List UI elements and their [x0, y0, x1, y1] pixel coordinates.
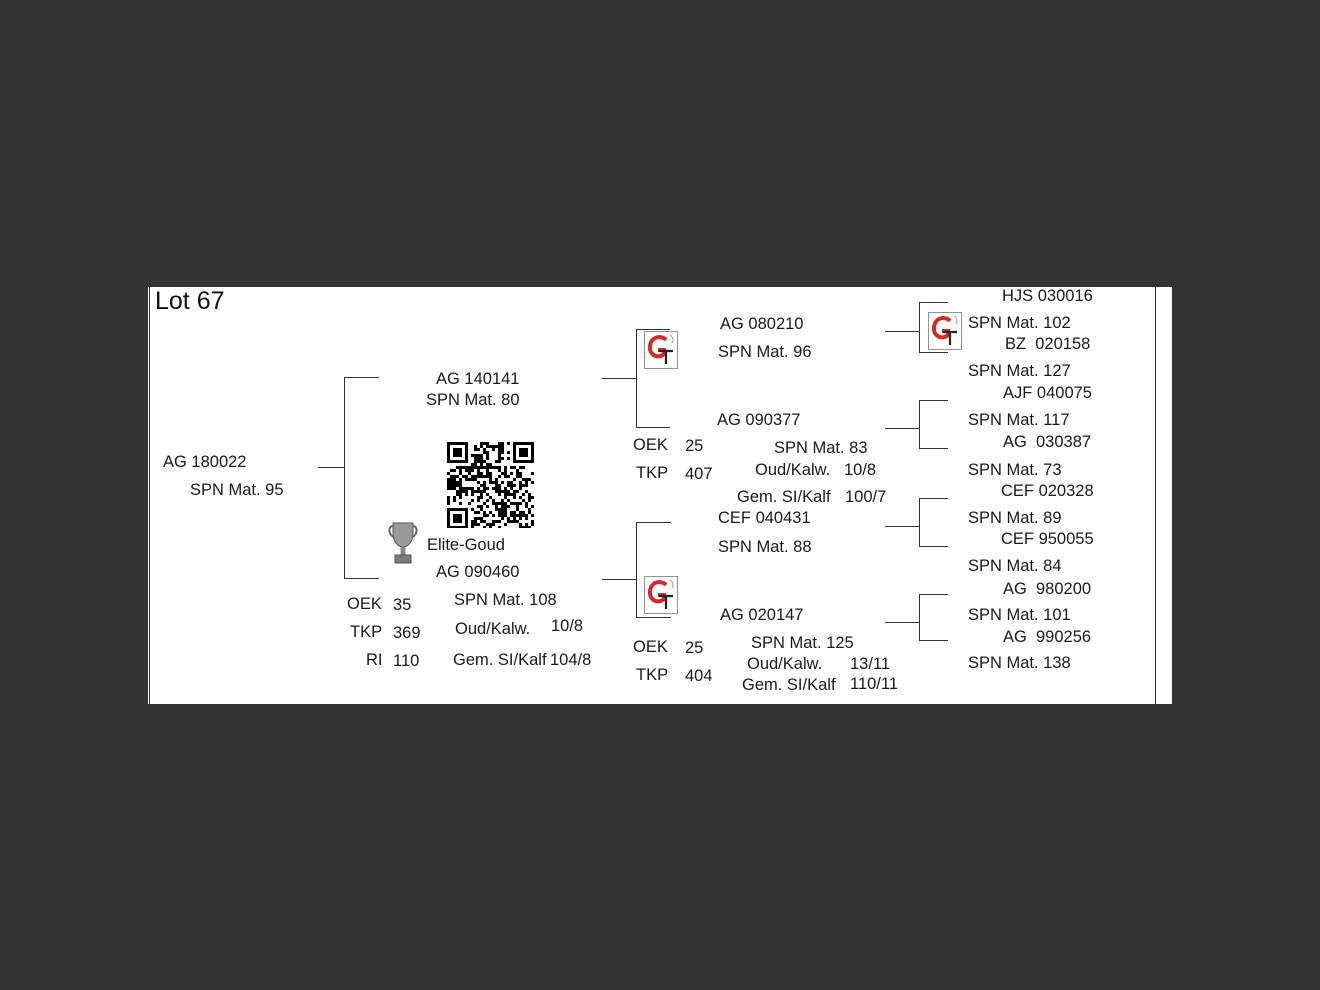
gt-logo-icon [644, 331, 678, 369]
gen3-spn: SPN Mat. 117 [968, 411, 1070, 429]
sire-dam-id: AG 090377 [717, 411, 801, 429]
gen3-id: AG 990256 [1003, 628, 1092, 646]
gen3-id: CEF 950055 [1001, 530, 1094, 548]
sire-sire-spn: SPN Mat. 96 [718, 343, 812, 361]
trophy-icon [388, 520, 418, 566]
gen3-id: AG 980200 [1003, 580, 1092, 598]
subject-spn: SPN Mat. 95 [190, 481, 284, 499]
dam-dam-id: AG 020147 [720, 606, 804, 624]
gt-logo-icon [644, 576, 678, 614]
pedigree-sheet [148, 287, 1172, 704]
sire-sire-id: AG 080210 [720, 315, 804, 333]
sire-dam-tkp-value: 407 [685, 465, 713, 483]
lot-title: Lot 67 [155, 287, 225, 315]
sire-dam-gem-label: Gem. SI/Kalf [737, 488, 831, 506]
dam-ri-label: RI [366, 651, 383, 669]
gen3-spn: SPN Mat. 73 [968, 461, 1062, 479]
dam-oek-value: 35 [393, 596, 412, 614]
dam-award: Elite-Goud [427, 536, 505, 554]
sire-id: AG 140141 [436, 370, 520, 388]
dam-gem-label: Gem. SI/Kalf [453, 651, 547, 669]
gen3-id: AG 030387 [1003, 433, 1092, 451]
sire-spn: SPN Mat. 80 [426, 391, 520, 409]
dam-dam-oud-value: 13/11 [850, 655, 891, 673]
dam-dam-gem-value: 110/11 [850, 675, 899, 693]
gen3-id: HJS 030016 [1002, 287, 1093, 305]
dam-tkp-label: TKP [350, 623, 383, 641]
dam-spn: SPN Mat. 108 [454, 591, 557, 609]
dam-dam-oek-value: 25 [685, 639, 704, 657]
dam-ri-value: 110 [393, 652, 420, 670]
dam-oud-value: 10/8 [551, 617, 584, 635]
gen3-spn: SPN Mat. 138 [968, 654, 1071, 672]
sire-dam-oud-label: Oud/Kalw. [755, 461, 831, 479]
dam-dam-oek-label: OEK [633, 638, 668, 656]
subject-id: AG 180022 [163, 453, 247, 471]
gen3-spn: SPN Mat. 101 [968, 606, 1071, 624]
dam-sire-id: CEF 040431 [718, 509, 811, 527]
gen3-id: CEF 020328 [1001, 482, 1094, 500]
dam-dam-oud-label: Oud/Kalw. [747, 655, 823, 673]
dam-oek-label: OEK [347, 595, 382, 613]
dam-dam-tkp-value: 404 [685, 667, 713, 685]
dam-dam-tkp-label: TKP [636, 666, 669, 684]
sire-dam-gem-value: 100/7 [845, 488, 887, 506]
gen3-spn: SPN Mat. 127 [968, 362, 1071, 380]
dam-dam-gem-label: Gem. SI/Kalf [742, 676, 836, 694]
gen3-spn: SPN Mat. 89 [968, 509, 1062, 527]
gen3-id: BZ 020158 [1005, 335, 1091, 353]
dam-dam-spn: SPN Mat. 125 [751, 634, 854, 652]
dam-oud-label: Oud/Kalw. [455, 620, 531, 638]
qr-code [447, 442, 535, 528]
sire-dam-oek-value: 25 [685, 437, 704, 455]
dam-gem-value: 104/8 [550, 651, 592, 669]
sire-dam-oek-label: OEK [633, 436, 668, 454]
sire-dam-spn: SPN Mat. 83 [774, 439, 868, 457]
gen3-spn: SPN Mat. 84 [968, 557, 1062, 575]
gen3-id: AJF 040075 [1003, 384, 1092, 402]
gen3-spn: SPN Mat. 102 [968, 314, 1071, 332]
gt-logo-icon [928, 312, 962, 350]
sire-dam-oud-value: 10/8 [844, 461, 877, 479]
dam-id: AG 090460 [436, 563, 520, 581]
sire-dam-tkp-label: TKP [636, 464, 669, 482]
dam-sire-spn: SPN Mat. 88 [718, 538, 812, 556]
dam-tkp-value: 369 [393, 624, 421, 642]
